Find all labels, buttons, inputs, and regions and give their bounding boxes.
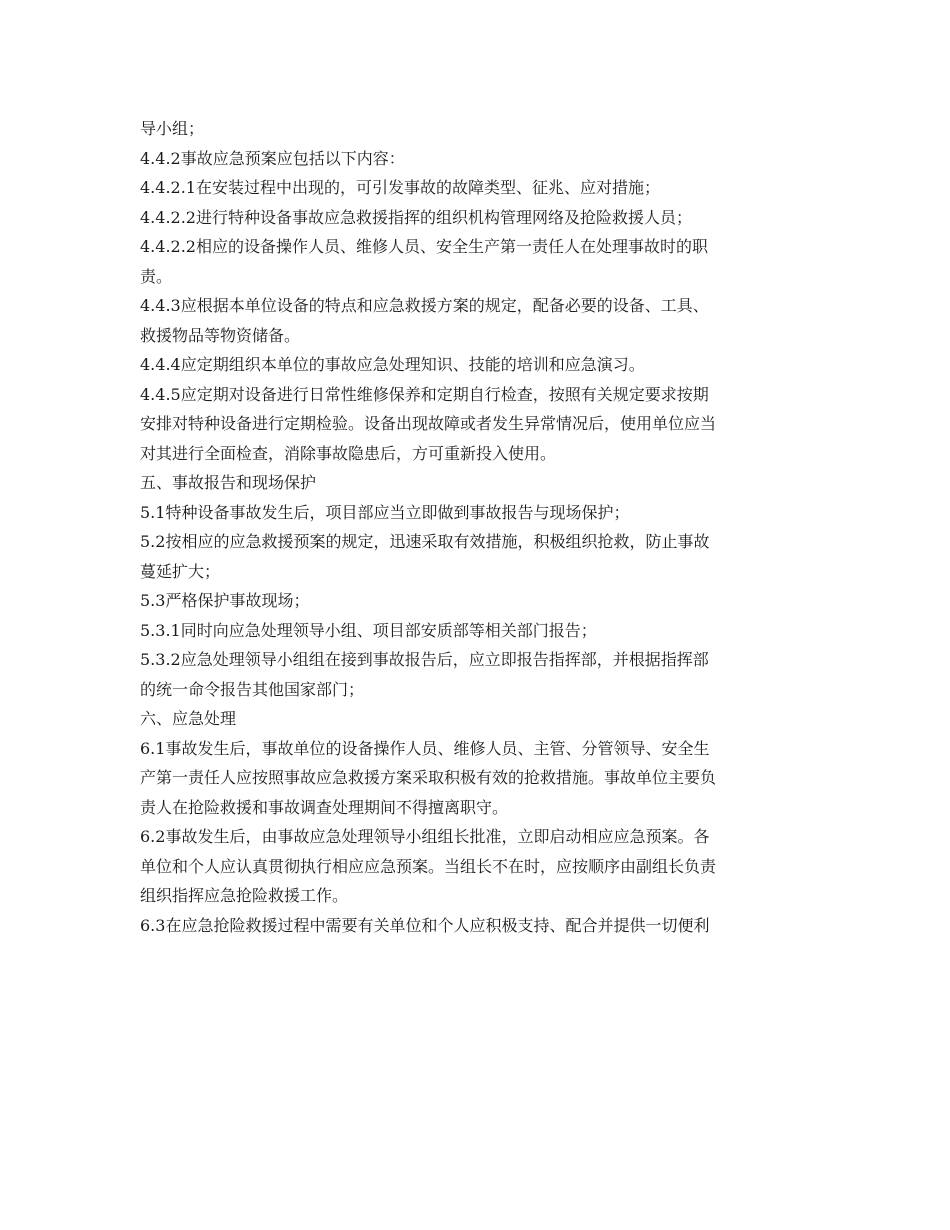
- text-line: 4.4.5应定期对设备进行日常性维修保养和定期自行检查，按照有关规定要求按期: [140, 384, 709, 404]
- text-line: 产第一责任人应按照事故应急救援方案采取积极有效的抢救措施。事故单位主要负: [140, 768, 717, 787]
- text-line: 责人在抢险救援和事故调查处理期间不得擅离职守。: [140, 797, 509, 817]
- text-line: 单位和个人应认真贯彻执行相应应急预案。当组长不在时，应按顺序由副组长负责: [140, 856, 717, 876]
- text-line: 蔓延扩大；: [140, 561, 221, 581]
- text-line: 4.4.2.2相应的设备操作人员、维修人员、安全生产第一责任人在处理事故时的职: [140, 237, 708, 256]
- text-line: 5.2按相应的应急救援预案的规定，迅速采取有效措施，积极组织抢救，防止事故: [140, 532, 710, 551]
- text-line: 救援物品等物资储备。: [140, 325, 301, 345]
- document-body: [140, 114, 820, 940]
- text-line: 对其进行全面检查，消除事故隐患后，方可重新投入使用。: [140, 443, 557, 463]
- text-line: 5.1特种设备事故发生后，项目部应当立即做到事故报告与现场保护；: [140, 502, 630, 522]
- section-heading-6: 六、应急处理: [140, 709, 237, 728]
- text-line: 4.4.3应根据本单位设备的特点和应急救援方案的规定，配备必要的设备、工具、: [140, 296, 709, 315]
- text-line: 4.4.4应定期组织本单位的事故应急处理知识、技能的培训和应急演习。: [140, 355, 645, 374]
- text-line: 6.1事故发生后，事故单位的设备操作人员、维修人员、主管、分管领导、安全生: [140, 738, 710, 758]
- text-line: 组织指挥应急抢险救援工作。: [140, 886, 349, 905]
- text-line: 5.3严格保护事故现场；: [140, 591, 310, 610]
- text-line: 6.2事故发生后，由事故应急处理领导小组组长批准，立即启动相应应急预案。各: [140, 827, 710, 846]
- text-line: 责。: [140, 266, 173, 286]
- text-line: 6.3在应急抢险救援过程中需要有关单位和个人应积极支持、配合并提供一切便利: [140, 915, 710, 935]
- text-line: 安排对特种设备进行定期检验。设备出现故障或者发生异常情况后，使用单位应当: [140, 414, 717, 433]
- text-line: 导小组；: [140, 119, 205, 138]
- text-line: 5.3.1同时向应急处理领导小组、项目部安质部等相关部门报告；: [140, 620, 597, 640]
- text-line: 4.4.2.2进行特种设备事故应急救援指挥的组织机构管理网络及抢险救援人员；: [140, 207, 692, 227]
- text-line: 5.3.2应急处理领导小组组在接到事故报告后，应立即报告指挥部，并根据指挥部: [140, 650, 709, 669]
- text-line: 的统一命令报告其他国家部门；: [140, 679, 365, 699]
- section-heading-5: 五、事故报告和现场保护: [140, 473, 317, 492]
- section-heading-4-4-2: 4.4.2事故应急预案应包括以下内容：: [140, 148, 405, 168]
- text-line: 4.4.2.1在安装过程中出现的，可引发事故的故障类型、征兆、应对措施；: [140, 178, 660, 197]
